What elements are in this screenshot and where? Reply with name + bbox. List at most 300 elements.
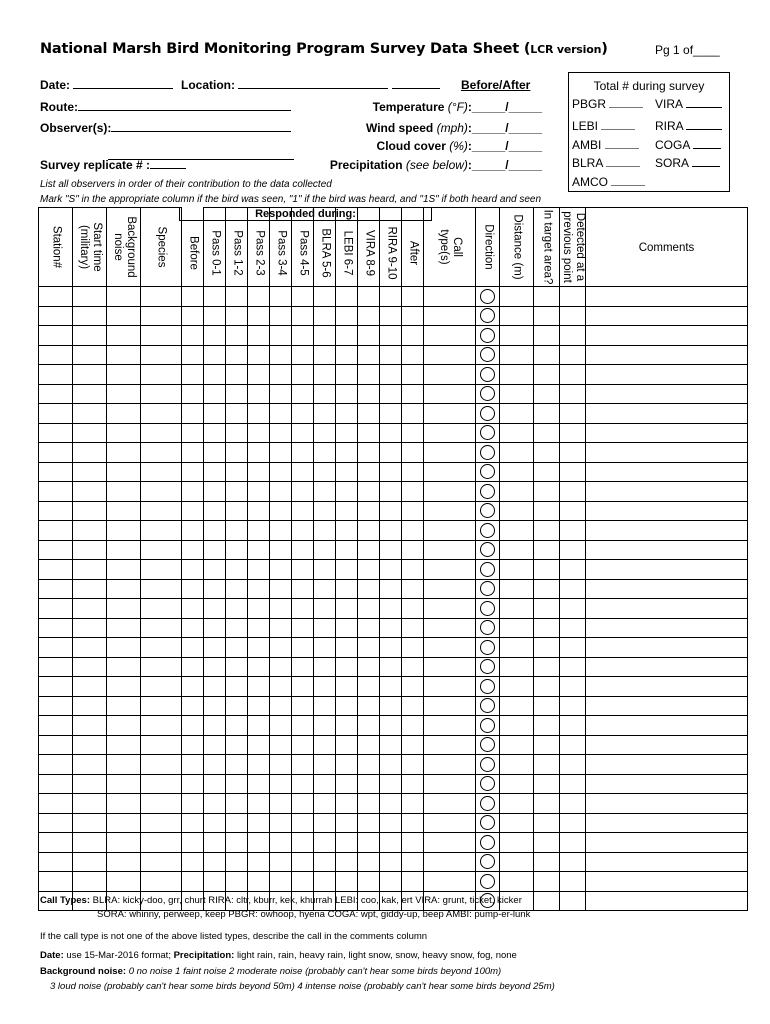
table-cell[interactable] [586,384,748,404]
table-cell[interactable] [226,443,248,463]
table-cell[interactable] [226,852,248,872]
table-cell[interactable] [270,287,292,307]
table-cell[interactable] [39,716,73,736]
table-cell[interactable] [292,852,314,872]
table-cell[interactable] [586,872,748,892]
table-cell[interactable] [476,462,500,482]
table-cell[interactable] [182,482,204,502]
table-cell[interactable] [204,384,226,404]
table-cell[interactable] [336,560,358,580]
table-cell[interactable] [402,579,424,599]
table-cell[interactable] [292,657,314,677]
table-cell[interactable] [270,482,292,502]
table-cell[interactable] [314,482,336,502]
table-cell[interactable] [534,599,560,619]
table-cell[interactable] [380,423,402,443]
table-cell[interactable] [270,677,292,697]
table-cell[interactable] [424,560,476,580]
table-cell[interactable] [141,501,182,521]
table-cell[interactable] [182,462,204,482]
table-cell[interactable] [314,813,336,833]
table-cell[interactable] [314,833,336,853]
direction-circle-icon[interactable] [480,367,495,382]
table-cell[interactable] [402,696,424,716]
table-cell[interactable] [476,833,500,853]
table-cell[interactable] [424,521,476,541]
table-cell[interactable] [358,365,380,385]
table-cell[interactable] [476,560,500,580]
table-cell[interactable] [292,482,314,502]
table-cell[interactable] [500,560,534,580]
table-cell[interactable] [586,599,748,619]
table-cell[interactable] [534,560,560,580]
table-cell[interactable] [560,384,586,404]
total-rira[interactable]: RIRA [655,119,722,133]
table-cell[interactable] [292,755,314,775]
table-cell[interactable] [560,599,586,619]
table-cell[interactable] [424,462,476,482]
table-cell[interactable] [226,384,248,404]
table-cell[interactable] [314,657,336,677]
table-cell[interactable] [141,462,182,482]
table-cell[interactable] [424,833,476,853]
table-cell[interactable] [424,326,476,346]
table-cell[interactable] [358,774,380,794]
table-cell[interactable] [424,540,476,560]
table-cell[interactable] [182,345,204,365]
table-cell[interactable] [73,813,107,833]
direction-circle-icon[interactable] [480,581,495,596]
table-cell[interactable] [586,735,748,755]
table-cell[interactable] [292,326,314,346]
table-cell[interactable] [248,813,270,833]
table-cell[interactable] [380,443,402,463]
total-coga[interactable]: COGA [655,138,721,152]
direction-circle-icon[interactable] [480,523,495,538]
table-cell[interactable] [39,579,73,599]
direction-circle-icon[interactable] [480,542,495,557]
table-cell[interactable] [204,345,226,365]
table-cell[interactable] [586,813,748,833]
table-cell[interactable] [424,774,476,794]
table-cell[interactable] [39,540,73,560]
table-cell[interactable] [534,287,560,307]
table-cell[interactable] [107,540,141,560]
table-cell[interactable] [141,794,182,814]
table-cell[interactable] [141,540,182,560]
table-cell[interactable] [107,833,141,853]
direction-circle-icon[interactable] [480,347,495,362]
table-cell[interactable] [586,716,748,736]
table-cell[interactable] [336,345,358,365]
table-cell[interactable] [39,677,73,697]
table-cell[interactable] [182,872,204,892]
table-cell[interactable] [380,618,402,638]
table-cell[interactable] [500,599,534,619]
table-cell[interactable] [248,716,270,736]
table-cell[interactable] [336,618,358,638]
table-cell[interactable] [270,774,292,794]
table-cell[interactable] [560,735,586,755]
table-cell[interactable] [476,813,500,833]
table-cell[interactable] [560,482,586,502]
table-cell[interactable] [358,482,380,502]
table-cell[interactable] [402,384,424,404]
table-cell[interactable] [586,677,748,697]
table-cell[interactable] [560,579,586,599]
table-cell[interactable] [380,345,402,365]
table-cell[interactable] [560,404,586,424]
table-cell[interactable] [586,696,748,716]
table-cell[interactable] [500,404,534,424]
table-cell[interactable] [424,755,476,775]
table-cell[interactable] [402,657,424,677]
table-cell[interactable] [182,365,204,385]
table-cell[interactable] [248,501,270,521]
table-cell[interactable] [358,618,380,638]
table-cell[interactable] [476,579,500,599]
table-cell[interactable] [204,638,226,658]
table-cell[interactable] [270,540,292,560]
table-cell[interactable] [358,462,380,482]
table-cell[interactable] [39,287,73,307]
table-cell[interactable] [380,813,402,833]
table-cell[interactable] [500,443,534,463]
table-cell[interactable] [560,696,586,716]
table-cell[interactable] [424,579,476,599]
table-cell[interactable] [73,404,107,424]
table-cell[interactable] [292,735,314,755]
table-cell[interactable] [358,755,380,775]
table-cell[interactable] [270,716,292,736]
table-cell[interactable] [248,345,270,365]
table-cell[interactable] [204,774,226,794]
table-cell[interactable] [402,462,424,482]
table-cell[interactable] [424,443,476,463]
table-cell[interactable] [314,404,336,424]
table-cell[interactable] [586,501,748,521]
table-cell[interactable] [500,326,534,346]
table-cell[interactable] [226,404,248,424]
table-cell[interactable] [248,774,270,794]
direction-circle-icon[interactable] [480,854,495,869]
table-cell[interactable] [226,794,248,814]
table-cell[interactable] [73,540,107,560]
table-cell[interactable] [141,423,182,443]
table-cell[interactable] [476,716,500,736]
table-cell[interactable] [39,657,73,677]
table-cell[interactable] [358,384,380,404]
table-cell[interactable] [107,852,141,872]
table-cell[interactable] [380,638,402,658]
table-cell[interactable] [500,482,534,502]
table-cell[interactable] [141,306,182,326]
table-cell[interactable] [226,677,248,697]
table-cell[interactable] [358,423,380,443]
table-cell[interactable] [141,345,182,365]
table-cell[interactable] [534,618,560,638]
table-cell[interactable] [402,833,424,853]
table-cell[interactable] [358,657,380,677]
table-cell[interactable] [424,482,476,502]
table-cell[interactable] [560,638,586,658]
total-lebi[interactable]: LEBI [572,119,635,133]
table-cell[interactable] [402,735,424,755]
table-cell[interactable] [107,735,141,755]
table-cell[interactable] [586,755,748,775]
table-cell[interactable] [560,872,586,892]
table-cell[interactable] [182,813,204,833]
table-cell[interactable] [226,618,248,638]
table-cell[interactable] [402,852,424,872]
table-cell[interactable] [380,657,402,677]
table-cell[interactable] [560,443,586,463]
direction-circle-icon[interactable] [480,406,495,421]
table-cell[interactable] [380,384,402,404]
direction-circle-icon[interactable] [480,425,495,440]
table-cell[interactable] [182,287,204,307]
table-cell[interactable] [586,306,748,326]
table-cell[interactable] [141,638,182,658]
table-cell[interactable] [424,735,476,755]
table-cell[interactable] [336,404,358,424]
direction-circle-icon[interactable] [480,679,495,694]
table-cell[interactable] [182,852,204,872]
table-cell[interactable] [336,735,358,755]
table-cell[interactable] [358,501,380,521]
table-cell[interactable] [500,657,534,677]
table-cell[interactable] [107,657,141,677]
table-cell[interactable] [292,774,314,794]
table-cell[interactable] [270,755,292,775]
table-cell[interactable] [358,521,380,541]
table-cell[interactable] [500,462,534,482]
table-cell[interactable] [248,618,270,638]
table-cell[interactable] [534,852,560,872]
table-cell[interactable] [270,521,292,541]
table-cell[interactable] [39,423,73,443]
table-cell[interactable] [534,521,560,541]
table-cell[interactable] [500,638,534,658]
table-cell[interactable] [534,677,560,697]
table-cell[interactable] [270,696,292,716]
table-cell[interactable] [380,540,402,560]
table-cell[interactable] [270,852,292,872]
table-cell[interactable] [248,735,270,755]
table-cell[interactable] [39,794,73,814]
table-cell[interactable] [424,384,476,404]
direction-circle-icon[interactable] [480,601,495,616]
table-cell[interactable] [73,560,107,580]
table-cell[interactable] [141,833,182,853]
table-cell[interactable] [107,365,141,385]
table-cell[interactable] [314,774,336,794]
table-cell[interactable] [336,657,358,677]
table-cell[interactable] [141,384,182,404]
table-cell[interactable] [336,423,358,443]
table-cell[interactable] [380,755,402,775]
table-cell[interactable] [380,872,402,892]
table-cell[interactable] [534,638,560,658]
table-cell[interactable] [358,404,380,424]
table-cell[interactable] [107,287,141,307]
table-cell[interactable] [226,716,248,736]
table-cell[interactable] [380,404,402,424]
table-cell[interactable] [500,501,534,521]
table-cell[interactable] [204,482,226,502]
table-cell[interactable] [586,560,748,580]
table-cell[interactable] [292,423,314,443]
table-cell[interactable] [476,599,500,619]
table-cell[interactable] [107,521,141,541]
table-cell[interactable] [500,423,534,443]
table-cell[interactable] [500,735,534,755]
table-cell[interactable] [141,774,182,794]
table-cell[interactable] [476,657,500,677]
table-cell[interactable] [73,657,107,677]
table-cell[interactable] [182,443,204,463]
table-cell[interactable] [586,365,748,385]
table-cell[interactable] [141,521,182,541]
table-cell[interactable] [270,833,292,853]
table-cell[interactable] [358,872,380,892]
table-cell[interactable] [476,774,500,794]
table-cell[interactable] [107,638,141,658]
table-cell[interactable] [560,833,586,853]
direction-circle-icon[interactable] [480,718,495,733]
table-cell[interactable] [560,462,586,482]
table-cell[interactable] [39,404,73,424]
table-cell[interactable] [358,599,380,619]
table-cell[interactable] [534,404,560,424]
direction-circle-icon[interactable] [480,815,495,830]
table-cell[interactable] [424,599,476,619]
table-cell[interactable] [358,735,380,755]
direction-circle-icon[interactable] [480,620,495,635]
direction-circle-icon[interactable] [480,796,495,811]
table-cell[interactable] [402,326,424,346]
table-cell[interactable] [314,365,336,385]
table-cell[interactable] [107,501,141,521]
table-cell[interactable] [380,365,402,385]
table-cell[interactable] [534,501,560,521]
table-cell[interactable] [292,833,314,853]
table-cell[interactable] [476,482,500,502]
table-cell[interactable] [500,872,534,892]
table-cell[interactable] [534,345,560,365]
table-cell[interactable] [336,287,358,307]
table-cell[interactable] [73,326,107,346]
direction-circle-icon[interactable] [480,308,495,323]
table-cell[interactable] [107,443,141,463]
table-cell[interactable] [534,365,560,385]
table-cell[interactable] [270,404,292,424]
table-cell[interactable] [226,423,248,443]
table-cell[interactable] [500,345,534,365]
table-cell[interactable] [39,755,73,775]
table-cell[interactable] [248,423,270,443]
table-cell[interactable] [292,287,314,307]
table-cell[interactable] [73,384,107,404]
table-cell[interactable] [336,326,358,346]
table-cell[interactable] [534,755,560,775]
table-cell[interactable] [476,521,500,541]
table-cell[interactable] [402,716,424,736]
table-cell[interactable] [336,755,358,775]
table-cell[interactable] [500,852,534,872]
table-cell[interactable] [476,287,500,307]
table-cell[interactable] [314,579,336,599]
table-cell[interactable] [73,618,107,638]
table-cell[interactable] [560,345,586,365]
table-cell[interactable] [476,345,500,365]
table-cell[interactable] [560,657,586,677]
table-cell[interactable] [270,638,292,658]
table-cell[interactable] [402,638,424,658]
table-cell[interactable] [107,326,141,346]
table-cell[interactable] [39,852,73,872]
table-cell[interactable] [270,735,292,755]
table-cell[interactable] [424,677,476,697]
table-cell[interactable] [182,306,204,326]
table-cell[interactable] [248,482,270,502]
table-cell[interactable] [107,813,141,833]
table-cell[interactable] [292,404,314,424]
table-cell[interactable] [424,657,476,677]
table-cell[interactable] [248,794,270,814]
table-cell[interactable] [204,794,226,814]
table-cell[interactable] [424,306,476,326]
table-cell[interactable] [476,735,500,755]
table-cell[interactable] [500,716,534,736]
table-cell[interactable] [336,306,358,326]
table-cell[interactable] [182,735,204,755]
table-cell[interactable] [500,287,534,307]
table-cell[interactable] [182,560,204,580]
table-cell[interactable] [73,501,107,521]
table-cell[interactable] [586,638,748,658]
table-cell[interactable] [107,599,141,619]
table-cell[interactable] [73,696,107,716]
direction-circle-icon[interactable] [480,835,495,850]
table-cell[interactable] [73,833,107,853]
table-cell[interactable] [248,579,270,599]
table-cell[interactable] [141,326,182,346]
table-cell[interactable] [358,638,380,658]
table-cell[interactable] [204,696,226,716]
table-cell[interactable] [73,423,107,443]
direction-circle-icon[interactable] [480,874,495,889]
table-cell[interactable] [586,657,748,677]
table-cell[interactable] [107,404,141,424]
table-cell[interactable] [586,618,748,638]
table-cell[interactable] [141,482,182,502]
table-cell[interactable] [380,599,402,619]
table-cell[interactable] [292,716,314,736]
table-cell[interactable] [560,677,586,697]
table-cell[interactable] [314,599,336,619]
table-cell[interactable] [380,774,402,794]
table-cell[interactable] [204,735,226,755]
table-cell[interactable] [424,813,476,833]
table-cell[interactable] [39,599,73,619]
table-cell[interactable] [270,579,292,599]
table-cell[interactable] [534,579,560,599]
table-cell[interactable] [560,287,586,307]
table-cell[interactable] [560,501,586,521]
table-cell[interactable] [226,579,248,599]
table-cell[interactable] [560,813,586,833]
